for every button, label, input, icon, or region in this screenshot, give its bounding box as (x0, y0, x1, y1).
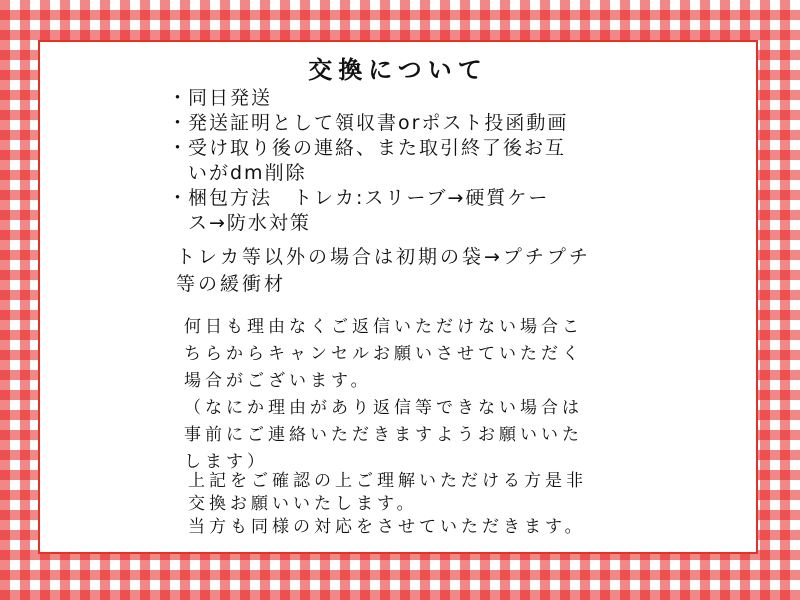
closing-note (188, 470, 587, 539)
page-title: 交換について (308, 56, 488, 84)
paragraph-line: （なにか理由があり返信等できない場合は (184, 398, 583, 418)
list-item (168, 186, 568, 211)
bullet-mark: ・ (168, 137, 190, 159)
paragraph-line: 上記をご確認の上ご理解いただける方是非 (188, 471, 587, 491)
paragraph-line: トレカ等以外の場合は初期の袋→プチプチ (176, 246, 591, 268)
bullet-mark: ・ (168, 112, 190, 134)
list-item-text: 受け取り後の連絡、また取引終了後お互 (188, 137, 567, 159)
list-item-continuation (168, 161, 568, 186)
paragraph-line: 当方も同様の対応をさせていただきます。 (188, 517, 586, 537)
list-item-continuation (168, 211, 568, 236)
packing-note (176, 244, 591, 298)
bullet-mark: ・ (168, 187, 190, 209)
list-item (168, 86, 568, 111)
list-item (168, 136, 568, 161)
list-item-text: ス→防水対策 (188, 212, 311, 234)
rules-list (168, 86, 568, 236)
paragraph-line: 交換お願いいたします。 (188, 494, 418, 514)
notice-card (38, 40, 758, 554)
list-item-text: 発送証明として領収書orポスト投函動画 (188, 112, 569, 134)
paragraph-line: 等の緩衝材 (176, 273, 287, 295)
list-item (168, 111, 568, 136)
cancellation-note (184, 314, 583, 476)
paragraph-line: 事前にご連絡いただきますようお願いいた (184, 425, 583, 445)
bullet-mark: ・ (168, 87, 190, 109)
paragraph-line: 何日も理由なくご返信いただけない場合こ (184, 317, 583, 337)
paragraph-line: します） (184, 452, 268, 472)
list-item-text: 同日発送 (188, 87, 273, 109)
list-item-text: 梱包方法 トレカ:スリーブ→硬質ケー (188, 187, 550, 209)
paragraph-line: 場合がございます。 (184, 371, 372, 391)
list-item-text: いがdm削除 (188, 162, 307, 184)
paragraph-line: ちらからキャンセルお願いさせていただく (184, 344, 583, 364)
